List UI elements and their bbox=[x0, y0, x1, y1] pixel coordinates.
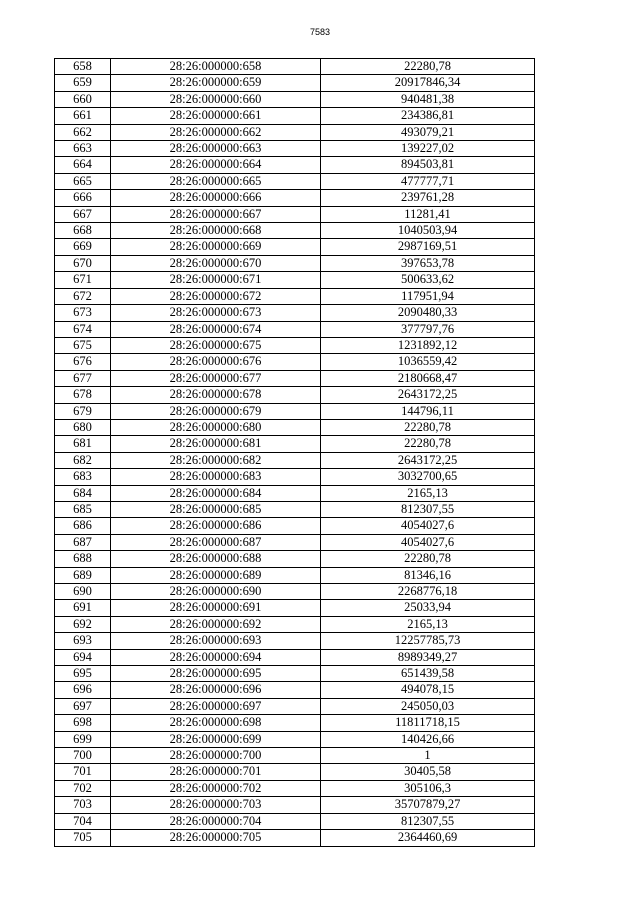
table-row bbox=[55, 305, 535, 321]
table-row bbox=[55, 682, 535, 698]
row-number-cell: 665 bbox=[55, 173, 111, 189]
row-number-cell: 688 bbox=[55, 551, 111, 567]
cadastral-value-cell: 8989349,27 bbox=[321, 649, 535, 665]
table-row bbox=[55, 813, 535, 829]
row-number-cell: 691 bbox=[55, 600, 111, 616]
table-row bbox=[55, 780, 535, 796]
table-row bbox=[55, 124, 535, 140]
row-number-cell: 679 bbox=[55, 403, 111, 419]
cadastral-value-cell: 11281,41 bbox=[321, 206, 535, 222]
cadastral-number-cell: 28:26:000000:678 bbox=[111, 387, 321, 403]
table-row bbox=[55, 698, 535, 714]
row-number-cell: 671 bbox=[55, 272, 111, 288]
row-number-cell: 666 bbox=[55, 190, 111, 206]
row-number-cell: 675 bbox=[55, 337, 111, 353]
cadastral-value-cell: 2180668,47 bbox=[321, 370, 535, 386]
cadastral-number-cell: 28:26:000000:692 bbox=[111, 616, 321, 632]
table-row bbox=[55, 173, 535, 189]
table-row bbox=[55, 715, 535, 731]
row-number-cell: 678 bbox=[55, 387, 111, 403]
row-number-cell: 704 bbox=[55, 813, 111, 829]
table-row bbox=[55, 485, 535, 501]
cadastral-value-cell: 812307,55 bbox=[321, 813, 535, 829]
row-number-cell: 686 bbox=[55, 518, 111, 534]
table-row bbox=[55, 59, 535, 75]
row-number-cell: 703 bbox=[55, 797, 111, 813]
table-row bbox=[55, 239, 535, 255]
cadastral-number-cell: 28:26:000000:663 bbox=[111, 141, 321, 157]
cadastral-value-cell: 2364460,69 bbox=[321, 830, 535, 846]
row-number-cell: 681 bbox=[55, 436, 111, 452]
cadastral-number-cell: 28:26:000000:694 bbox=[111, 649, 321, 665]
cadastral-value-cell: 477777,71 bbox=[321, 173, 535, 189]
cadastral-number-cell: 28:26:000000:682 bbox=[111, 452, 321, 468]
cadastral-value-cell: 494078,15 bbox=[321, 682, 535, 698]
cadastral-value-cell: 1036559,42 bbox=[321, 354, 535, 370]
cadastral-number-cell: 28:26:000000:696 bbox=[111, 682, 321, 698]
cadastral-value-cell: 3032700,65 bbox=[321, 469, 535, 485]
row-number-cell: 670 bbox=[55, 255, 111, 271]
cadastral-number-cell: 28:26:000000:701 bbox=[111, 764, 321, 780]
table-row bbox=[55, 633, 535, 649]
cadastral-value-cell: 4054027,6 bbox=[321, 518, 535, 534]
row-number-cell: 662 bbox=[55, 124, 111, 140]
cadastral-value-cell: 20917846,34 bbox=[321, 75, 535, 91]
row-number-cell: 673 bbox=[55, 305, 111, 321]
cadastral-number-cell: 28:26:000000:689 bbox=[111, 567, 321, 583]
cadastral-number-cell: 28:26:000000:666 bbox=[111, 190, 321, 206]
table-row bbox=[55, 419, 535, 435]
row-number-cell: 690 bbox=[55, 584, 111, 600]
cadastral-value-cell: 22280,78 bbox=[321, 59, 535, 75]
table-row bbox=[55, 288, 535, 304]
cadastral-value-cell: 1231892,12 bbox=[321, 337, 535, 353]
cadastral-value-cell: 2987169,51 bbox=[321, 239, 535, 255]
cadastral-number-cell: 28:26:000000:672 bbox=[111, 288, 321, 304]
row-number-cell: 700 bbox=[55, 748, 111, 764]
cadastral-number-cell: 28:26:000000:680 bbox=[111, 419, 321, 435]
cadastral-value-cell: 2643172,25 bbox=[321, 387, 535, 403]
cadastral-number-cell: 28:26:000000:686 bbox=[111, 518, 321, 534]
table-row bbox=[55, 387, 535, 403]
table-row bbox=[55, 337, 535, 353]
row-number-cell: 693 bbox=[55, 633, 111, 649]
cadastral-value-table bbox=[54, 58, 535, 847]
cadastral-value-cell: 144796,11 bbox=[321, 403, 535, 419]
cadastral-number-cell: 28:26:000000:676 bbox=[111, 354, 321, 370]
cadastral-number-cell: 28:26:000000:695 bbox=[111, 666, 321, 682]
table-row bbox=[55, 764, 535, 780]
cadastral-value-cell: 30405,58 bbox=[321, 764, 535, 780]
table-row bbox=[55, 600, 535, 616]
table-row bbox=[55, 255, 535, 271]
table-row bbox=[55, 830, 535, 846]
row-number-cell: 658 bbox=[55, 59, 111, 75]
row-number-cell: 701 bbox=[55, 764, 111, 780]
table-row bbox=[55, 141, 535, 157]
row-number-cell: 687 bbox=[55, 534, 111, 550]
table-row bbox=[55, 321, 535, 337]
cadastral-value-cell: 397653,78 bbox=[321, 255, 535, 271]
table-row bbox=[55, 190, 535, 206]
row-number-cell: 683 bbox=[55, 469, 111, 485]
table-row bbox=[55, 75, 535, 91]
table-row bbox=[55, 354, 535, 370]
cadastral-value-cell: 493079,21 bbox=[321, 124, 535, 140]
cadastral-value-cell: 117951,94 bbox=[321, 288, 535, 304]
row-number-cell: 664 bbox=[55, 157, 111, 173]
page-number: 7583 bbox=[309, 27, 331, 37]
row-number-cell: 685 bbox=[55, 501, 111, 517]
cadastral-number-cell: 28:26:000000:699 bbox=[111, 731, 321, 747]
cadastral-number-cell: 28:26:000000:705 bbox=[111, 830, 321, 846]
table-row bbox=[55, 649, 535, 665]
cadastral-value-cell: 2643172,25 bbox=[321, 452, 535, 468]
cadastral-number-cell: 28:26:000000:698 bbox=[111, 715, 321, 731]
row-number-cell: 677 bbox=[55, 370, 111, 386]
row-number-cell: 698 bbox=[55, 715, 111, 731]
cadastral-number-cell: 28:26:000000:677 bbox=[111, 370, 321, 386]
cadastral-number-cell: 28:26:000000:685 bbox=[111, 501, 321, 517]
table-row bbox=[55, 91, 535, 107]
row-number-cell: 694 bbox=[55, 649, 111, 665]
cadastral-number-cell: 28:26:000000:674 bbox=[111, 321, 321, 337]
row-number-cell: 660 bbox=[55, 91, 111, 107]
row-number-cell: 692 bbox=[55, 616, 111, 632]
cadastral-value-cell: 12257785,73 bbox=[321, 633, 535, 649]
table-row bbox=[55, 403, 535, 419]
row-number-cell: 663 bbox=[55, 141, 111, 157]
table-row bbox=[55, 157, 535, 173]
table-row bbox=[55, 534, 535, 550]
cadastral-number-cell: 28:26:000000:700 bbox=[111, 748, 321, 764]
row-number-cell: 684 bbox=[55, 485, 111, 501]
cadastral-value-cell: 22280,78 bbox=[321, 419, 535, 435]
cadastral-number-cell: 28:26:000000:665 bbox=[111, 173, 321, 189]
row-number-cell: 674 bbox=[55, 321, 111, 337]
cadastral-value-cell: 22280,78 bbox=[321, 551, 535, 567]
cadastral-number-cell: 28:26:000000:679 bbox=[111, 403, 321, 419]
cadastral-number-cell: 28:26:000000:675 bbox=[111, 337, 321, 353]
table-row bbox=[55, 797, 535, 813]
cadastral-number-cell: 28:26:000000:688 bbox=[111, 551, 321, 567]
cadastral-number-cell: 28:26:000000:684 bbox=[111, 485, 321, 501]
row-number-cell: 676 bbox=[55, 354, 111, 370]
cadastral-value-cell: 894503,81 bbox=[321, 157, 535, 173]
row-number-cell: 699 bbox=[55, 731, 111, 747]
cadastral-value-cell: 35707879,27 bbox=[321, 797, 535, 813]
table-row bbox=[55, 731, 535, 747]
row-number-cell: 669 bbox=[55, 239, 111, 255]
cadastral-number-cell: 28:26:000000:658 bbox=[111, 59, 321, 75]
cadastral-number-cell: 28:26:000000:687 bbox=[111, 534, 321, 550]
cadastral-value-cell: 2090480,33 bbox=[321, 305, 535, 321]
cadastral-number-cell: 28:26:000000:661 bbox=[111, 108, 321, 124]
cadastral-value-cell: 81346,16 bbox=[321, 567, 535, 583]
cadastral-number-cell: 28:26:000000:662 bbox=[111, 124, 321, 140]
cadastral-value-cell: 500633,62 bbox=[321, 272, 535, 288]
cadastral-value-cell: 2165,13 bbox=[321, 616, 535, 632]
cadastral-value-cell: 4054027,6 bbox=[321, 534, 535, 550]
row-number-cell: 661 bbox=[55, 108, 111, 124]
row-number-cell: 695 bbox=[55, 666, 111, 682]
cadastral-value-cell: 25033,94 bbox=[321, 600, 535, 616]
cadastral-number-cell: 28:26:000000:691 bbox=[111, 600, 321, 616]
table-row bbox=[55, 370, 535, 386]
cadastral-number-cell: 28:26:000000:697 bbox=[111, 698, 321, 714]
table-row bbox=[55, 748, 535, 764]
table-row bbox=[55, 206, 535, 222]
table-row bbox=[55, 616, 535, 632]
cadastral-value-cell: 1 bbox=[321, 748, 535, 764]
table-row bbox=[55, 436, 535, 452]
table-row bbox=[55, 584, 535, 600]
cadastral-value-cell: 651439,58 bbox=[321, 666, 535, 682]
cadastral-number-cell: 28:26:000000:690 bbox=[111, 584, 321, 600]
table-row bbox=[55, 272, 535, 288]
cadastral-number-cell: 28:26:000000:659 bbox=[111, 75, 321, 91]
cadastral-number-cell: 28:26:000000:704 bbox=[111, 813, 321, 829]
cadastral-value-cell: 11811718,15 bbox=[321, 715, 535, 731]
cadastral-value-cell: 940481,38 bbox=[321, 91, 535, 107]
cadastral-value-cell: 245050,03 bbox=[321, 698, 535, 714]
row-number-cell: 667 bbox=[55, 206, 111, 222]
cadastral-number-cell: 28:26:000000:670 bbox=[111, 255, 321, 271]
row-number-cell: 680 bbox=[55, 419, 111, 435]
table-row bbox=[55, 469, 535, 485]
cadastral-number-cell: 28:26:000000:702 bbox=[111, 780, 321, 796]
table-row bbox=[55, 501, 535, 517]
cadastral-number-cell: 28:26:000000:668 bbox=[111, 223, 321, 239]
table-row bbox=[55, 666, 535, 682]
table-row bbox=[55, 452, 535, 468]
cadastral-number-cell: 28:26:000000:669 bbox=[111, 239, 321, 255]
cadastral-number-cell: 28:26:000000:693 bbox=[111, 633, 321, 649]
table-row bbox=[55, 108, 535, 124]
cadastral-number-cell: 28:26:000000:683 bbox=[111, 469, 321, 485]
cadastral-value-cell: 1040503,94 bbox=[321, 223, 535, 239]
cadastral-number-cell: 28:26:000000:671 bbox=[111, 272, 321, 288]
cadastral-number-cell: 28:26:000000:703 bbox=[111, 797, 321, 813]
table-row bbox=[55, 518, 535, 534]
cadastral-number-cell: 28:26:000000:660 bbox=[111, 91, 321, 107]
row-number-cell: 705 bbox=[55, 830, 111, 846]
cadastral-value-cell: 377797,76 bbox=[321, 321, 535, 337]
row-number-cell: 696 bbox=[55, 682, 111, 698]
cadastral-number-cell: 28:26:000000:673 bbox=[111, 305, 321, 321]
cadastral-value-cell: 812307,55 bbox=[321, 501, 535, 517]
cadastral-value-cell: 305106,3 bbox=[321, 780, 535, 796]
table-row bbox=[55, 551, 535, 567]
cadastral-value-cell: 2268776,18 bbox=[321, 584, 535, 600]
row-number-cell: 702 bbox=[55, 780, 111, 796]
row-number-cell: 682 bbox=[55, 452, 111, 468]
row-number-cell: 689 bbox=[55, 567, 111, 583]
row-number-cell: 668 bbox=[55, 223, 111, 239]
row-number-cell: 697 bbox=[55, 698, 111, 714]
row-number-cell: 672 bbox=[55, 288, 111, 304]
table-row bbox=[55, 567, 535, 583]
cadastral-number-cell: 28:26:000000:664 bbox=[111, 157, 321, 173]
cadastral-number-cell: 28:26:000000:667 bbox=[111, 206, 321, 222]
cadastral-value-cell: 22280,78 bbox=[321, 436, 535, 452]
row-number-cell: 659 bbox=[55, 75, 111, 91]
table-body bbox=[55, 59, 535, 847]
cadastral-value-cell: 234386,81 bbox=[321, 108, 535, 124]
cadastral-value-cell: 2165,13 bbox=[321, 485, 535, 501]
cadastral-value-cell: 239761,28 bbox=[321, 190, 535, 206]
table-row bbox=[55, 223, 535, 239]
cadastral-number-cell: 28:26:000000:681 bbox=[111, 436, 321, 452]
cadastral-value-cell: 140426,66 bbox=[321, 731, 535, 747]
cadastral-value-cell: 139227,02 bbox=[321, 141, 535, 157]
